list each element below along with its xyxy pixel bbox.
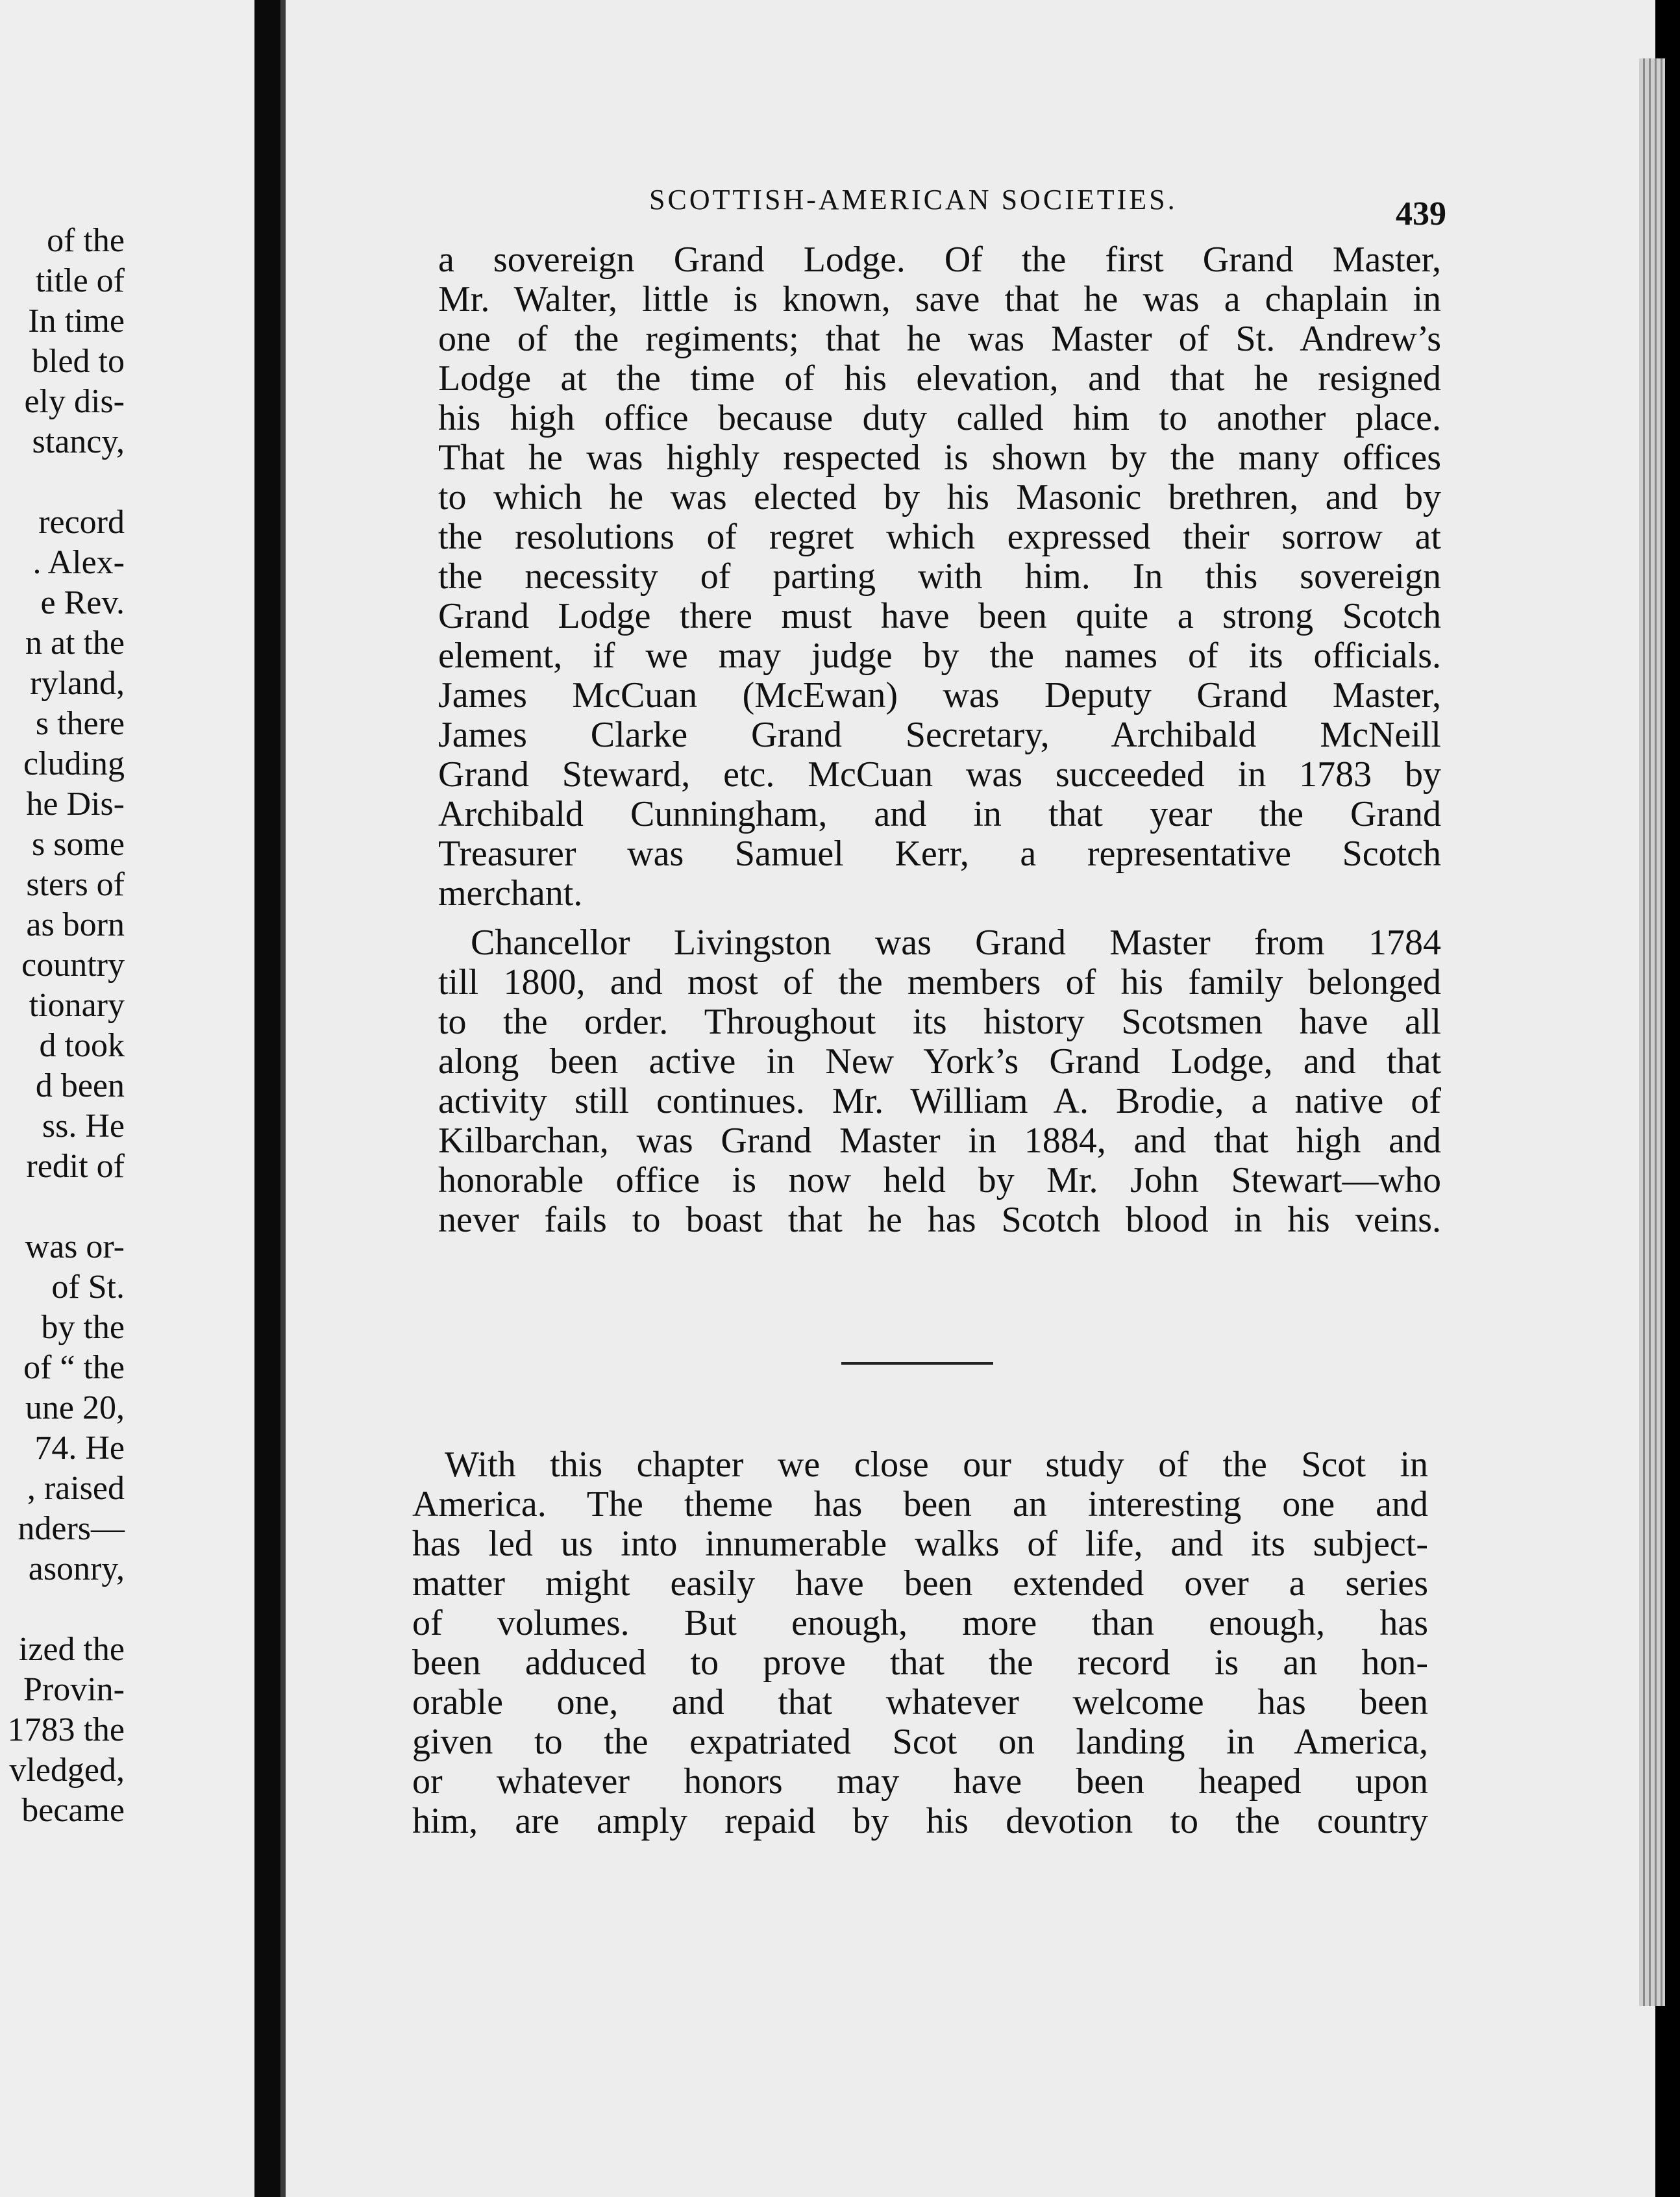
section-divider-rule: [841, 1362, 993, 1365]
text-line: asonry,: [28, 1550, 125, 1587]
text-line: [0, 1187, 125, 1227]
text-line: to the order. Throughout its history Scotsmen have all: [438, 1002, 1441, 1042]
text-line: ized the: [18, 1631, 125, 1668]
text-line: a sovereign Grand Lodge. Of the first Grand Master,: [438, 240, 1441, 280]
text-line: of “ the: [23, 1349, 125, 1386]
text-line: of St.: [51, 1269, 125, 1306]
book-page: [286, 0, 1655, 2197]
text-line: element, if we may judge by the names of its officials.: [438, 636, 1441, 676]
text-line: one of the regiments; that he was Master of St. Andrew’s: [438, 319, 1441, 359]
text-line: given to the expatriated Scot on landing in America,: [412, 1722, 1428, 1762]
text-line: title of: [35, 262, 125, 299]
text-line: Chancellor Livingston was Grand Master from 1784: [471, 923, 1441, 963]
text-line: d took: [39, 1027, 125, 1064]
text-line: James Clarke Grand Secretary, Archibald McNeill: [438, 715, 1441, 755]
text-line: redit of: [26, 1148, 125, 1185]
text-line: une 20,: [25, 1389, 125, 1426]
text-line: s there: [35, 705, 125, 742]
text-line: nders—: [18, 1510, 125, 1547]
text-line: Treasurer was Samuel Kerr, a representative Scotch: [438, 834, 1441, 874]
text-line: Provin-: [23, 1671, 125, 1708]
text-line: Lodge at the time of his elevation, and that he resigned: [438, 359, 1441, 399]
text-line: Grand Steward, etc. McCuan was succeeded in 1783 by: [438, 755, 1441, 795]
text-line: Mr. Walter, little is known, save that he was a chaplain in: [438, 280, 1441, 319]
text-line: Grand Lodge there must have been quite a strong Scotch: [438, 597, 1441, 636]
text-line: record: [38, 504, 125, 541]
text-line: That he was highly respected is shown by the many offices: [438, 438, 1441, 478]
text-line: stancy,: [32, 423, 125, 460]
text-line: With this chapter we close our study of the Scot in: [445, 1445, 1428, 1485]
text-line: honorable office is now held by Mr. John Stewart—who: [438, 1161, 1441, 1200]
text-line: been adduced to prove that the record is an hon-: [412, 1643, 1428, 1683]
text-line: of volumes. But enough, more than enough, has: [412, 1604, 1428, 1643]
page-number: 439: [1396, 195, 1446, 232]
text-line: sters of: [26, 866, 125, 903]
text-line: ss. He: [42, 1108, 125, 1145]
text-line: activity still continues. Mr. William A. Brodie, a native of: [438, 1082, 1441, 1121]
text-line: became: [21, 1792, 125, 1829]
text-line: America. The theme has been an interesting one and: [412, 1485, 1428, 1524]
text-line: e Rev.: [40, 584, 125, 621]
text-line: as born: [26, 906, 125, 943]
text-line: . Alex-: [32, 544, 125, 581]
text-line: James McCuan (McEwan) was Deputy Grand Master,: [438, 676, 1441, 715]
text-line: In time: [28, 303, 125, 340]
paragraph-continued: [438, 240, 1441, 913]
text-line: him, are amply repaid by his devotion to the country: [412, 1802, 1428, 1841]
text-line: merchant.: [438, 874, 583, 913]
text-line: ely dis-: [24, 383, 125, 420]
text-line: the necessity of parting with him. In this sovereign: [438, 557, 1441, 597]
paragraph-closing: [412, 1445, 1428, 1841]
text-line: bled to: [32, 343, 125, 380]
text-line: [0, 1589, 125, 1630]
text-line: was or-: [25, 1228, 125, 1265]
previous-page-strip: [0, 0, 254, 2197]
text-line: never fails to boast that he has Scotch blood in his veins.: [438, 1200, 1441, 1240]
text-line: tionary: [29, 987, 125, 1024]
text-line: has led us into innumerable walks of life, and its subject-: [412, 1524, 1428, 1564]
text-line: vledged,: [9, 1752, 125, 1789]
text-line: of the: [47, 222, 125, 259]
page-stack-edge: [1639, 58, 1665, 2006]
text-line: orable one, and that whatever welcome has been: [412, 1683, 1428, 1722]
text-line: d been: [35, 1067, 125, 1104]
text-line: to which he was elected by his Masonic brethren, and by: [438, 478, 1441, 517]
text-line: Archibald Cunningham, and in that year the Grand: [438, 795, 1441, 834]
text-line: n at the: [25, 625, 125, 662]
text-line: Kilbarchan, was Grand Master in 1884, and that high and: [438, 1121, 1441, 1161]
text-line: till 1800, and most of the members of his family belonged: [438, 963, 1441, 1002]
text-line: by the: [41, 1309, 125, 1346]
text-line: along been active in New York’s Grand Lodge, and that: [438, 1042, 1441, 1082]
text-line: matter might easily have been extended over a series: [412, 1564, 1428, 1604]
text-line: 74. He: [34, 1430, 125, 1467]
paragraph-livingston: [438, 923, 1441, 1240]
previous-page-text: [0, 221, 125, 1831]
text-line: country: [21, 947, 125, 984]
text-line: the resolutions of regret which expressed their sorrow at: [438, 517, 1441, 557]
text-line: he Dis-: [26, 786, 125, 823]
running-head: SCOTTISH-AMERICAN SOCIETIES.: [649, 184, 1178, 216]
book-binding-gutter: [254, 0, 280, 2197]
text-line: , raised: [27, 1470, 125, 1507]
text-line: or whatever honors may have been heaped upon: [412, 1762, 1428, 1802]
text-line: his high office because duty called him to another place.: [438, 399, 1441, 438]
text-line: cluding: [23, 745, 125, 782]
page-edge-shadow: [280, 0, 286, 2197]
text-line: [0, 462, 125, 503]
text-line: ryland,: [30, 665, 125, 702]
text-line: s some: [32, 826, 125, 863]
text-line: 1783 the: [7, 1711, 125, 1748]
